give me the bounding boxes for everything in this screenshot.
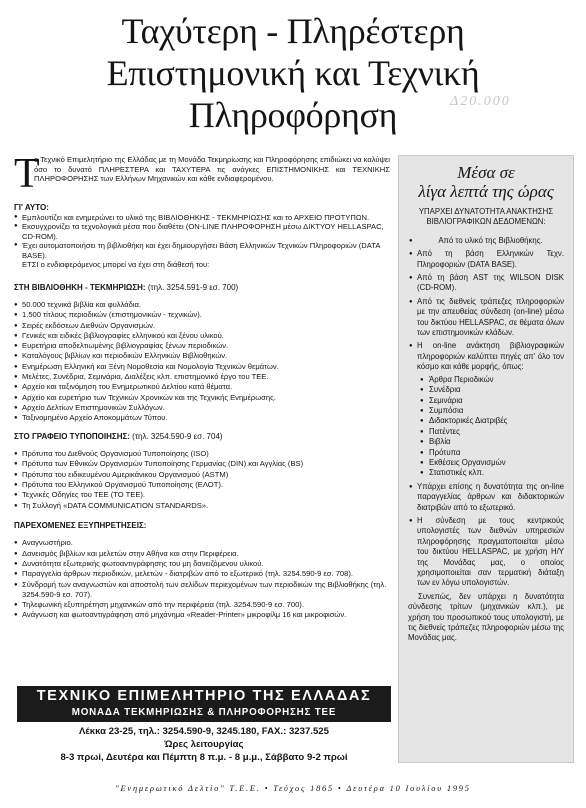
contact-block (17, 725, 391, 764)
drop-cap: Τ (14, 151, 40, 197)
why-closing: ΕΤΣΙ ο ενδιαφερόμενος μπορεί να έχει στη διάθεσή του: (22, 260, 210, 269)
list-item: ● Ανάγνωση και φωτοαντιγράφηση από μηχάνημα «Reader-Printer» μικροφίλμ 16 και μικροφισών. (14, 610, 390, 620)
page-title (0, 10, 586, 136)
list-item: ● Πρότυπα (420, 448, 564, 458)
list-item: ● Πρότυπα του Ελληνικού Οργανισμού Τυποποίησης (ΕΛΟΤ). (14, 480, 390, 490)
contact-address: Λέκκα 23-25, τηλ.: 3254.590-9, 3245.180, FAX.: 3237.525 (79, 726, 329, 737)
title-line-3: Πληροφόρηση (188, 95, 398, 135)
list-item: ● Βιβλία (420, 437, 564, 447)
page-footer: "Ενημερωτικό Δελτίο" Τ.Ε.Ε. • Τεύχος 1865 • Δευτέρα 10 Ιουλίου 1995 (115, 784, 471, 793)
list-item: ● Πρότυπα του ειδικευμένου Αμερικάνικου Οργανισμού (ASTM) (14, 470, 390, 480)
list-item: ● Πατέντες (420, 427, 564, 437)
sidebar-box (398, 155, 574, 763)
sidebar-paragraph: Συνεπώς, δεν υπάρχει η δυνατότητα σύνδεσης τρίτων (μηχανικών κλπ.), με χρήση του προσωπικού τους υπολογιστή, με τις διεθνείς τράπεζες πληροφοριών μέσω της Μονάδας μας. (408, 591, 564, 643)
standards-heading (14, 432, 390, 442)
banner-org-name: ΤΕΧΝΙΚΟ ΕΠΙΜΕΛΗΤΗΡΙΟ ΤΗΣ ΕΛΛΑΔΑΣ (36, 688, 372, 704)
list-item: ● Πρότυπα του Διεθνούς Οργανισμού Τυποποίησης (ISO) (14, 449, 390, 459)
services-section (14, 521, 390, 621)
sidebar-paragraph: ● Η on-line ανάκτηση βιβλιογραφικών πληροφοριών καλύπτει πηγές απ' όλο τον κόσμο και κάθε μορφής, όπως: (408, 341, 564, 372)
list-item: ● Εκθέσεις Οργανισμών (420, 458, 564, 468)
list-item: ● Αρχείο και ευρετήριο των Τεχνικών Χρονικών και της Τεχνικής Ενημέρωσης. (14, 393, 390, 403)
list-item: ● Παραγγελία άρθρων περιοδικών, μελετών - διατριβών από το εξωτερικό (τηλ. 3254.590-9 εσ. 708). (14, 569, 390, 579)
list-item: ● Τηλεφωνική εξυπηρέτηση μηχανικών από την περιφέρεια (τηλ. 3254.590-9 εσ. 700). (14, 600, 390, 610)
list-item: ● Σειρές εκδόσεων Διεθνών Οργανισμών. (14, 321, 390, 331)
list-item: ● Τεχνικές Οδηγίες του ΤΕΕ (ΤΟ ΤΕΕ). (14, 490, 390, 500)
list-item: ● Μελέτες, Συνέδρια, Σεμινάρια, Διαλέξεις κλπ. επιστημονικό έργο του ΤΕΕ. (14, 372, 390, 382)
list-item: ● Εμπλουτίζει και ενημερώνει το υλικό της ΒΙΒΛΙΟΘΗΚΗΣ - ΤΕΚΜΗΡΙΩΣΗΣ και το ΑΡΧΕΙΟ ΠΡΟΤΥΠΩΝ. (14, 213, 390, 223)
intro-text: ο Τεχνικό Επιμελητήριο της Ελλάδας με τη Μονάδα Τεκμηρίωσης και Πληροφόρησης επιδιώκει να καλύψει όσο το δυνατό ΠΛΗΡΕΣΤΕΡΑ και ΤΑΧΥΤΕΡΑ τις ανάγκες ΕΠΙΣΤΗΜΟΝΙΚΗΣ και ΤΕΧΝΙΚΗΣ ΠΛΗΡΟΦΟΡΗΣΗΣ των Ελλήνων Μηχανικών και κάθε ενδιαφερομένου. (34, 155, 390, 183)
list-item: ● Δυνατότητα εξωτερικής φωτοαντιγράφησης του μη δανειζόμενου υλικού. (14, 559, 390, 569)
sidebar-paragraph: ● Η σύνδεση με τους κεντρικούς υπολογιστές των διεθνών υπηρεσιών πληροφόρησης πραγματοποιείται μέσω του δικτύου HELLASPAC, με χρήση Η/Υ της Μονάδας μας, ο οποίος χρησιμοποιείται σαν τερματική διάταξη των εν λόγω υπολογιστών. (408, 516, 564, 589)
list-item: ● Αρχείο Δελτίων Επιστημονικών Συλλόγων. (14, 403, 390, 413)
main-column (14, 151, 390, 621)
sidebar-title-line-1: Μέσα σε (457, 163, 515, 182)
list-item: ● Συμπόσια (420, 406, 564, 416)
list-item: ● Σύνδρομή των αναγνωστών και αποστολή των σελίδων περιεχομένων των περιοδικών της Βιβλιοθήκης (τηλ. 3254.590-9 εσ. 707). (14, 580, 390, 601)
list-item: ● Διδακτορικές Διατριβές (420, 416, 564, 426)
sidebar-title (408, 163, 564, 201)
library-heading-text: ΣΤΗ ΒΙΒΛΙΟΘΗΚΗ - ΤΕΚΜΗΡΙΩΣΗ: (14, 282, 146, 292)
sidebar-paragraph: ● Από τις διεθνείς τράπεζες πληροφοριών με την απευθείας σύνδεση (on-line) μέσω του δικτύου HELLASPAC, σε θέματα όλων των επιστημονικών κλάδων. (408, 297, 564, 339)
standards-heading-text: ΣΤΟ ΓΡΑΦΕΙΟ ΤΥΠΟΠΟΙΗΣΗΣ: (14, 431, 130, 441)
title-line-2: Επιστημονική και Τεχνική (106, 53, 480, 93)
sidebar-forms-list (420, 375, 564, 479)
list-item: ● Ταξινομημένο Αρχείο Αποκομμάτων Τύπου. (14, 413, 390, 423)
list-item: ● Τη Συλλογή «DATA COMMUNICATION STANDARDS». (14, 501, 390, 511)
sidebar-paragraph: ● Από το υλικό της Βιβλιοθήκης. (408, 236, 564, 246)
contact-hours-label: Ώρες λειτουργίας (164, 739, 244, 750)
services-list (14, 538, 390, 620)
sidebar-subtitle: ΥΠΑΡΧΕΙ ΔΥΝΑΤΟΤΗΤΑ ΑΝΑΚΤΗΣΗΣ ΒΙΒΛΙΟΓΡΑΦΙΚΩΝ ΔΕΔΟΜΕΝΩΝ: (418, 207, 554, 227)
why-heading: ΓΙ' ΑΥΤΟ: (14, 203, 49, 212)
list-item: ● Συνέδρια (420, 385, 564, 395)
organization-banner (17, 686, 391, 722)
sidebar-title-line-2: λίγα λεπτά της ώρας (418, 182, 554, 201)
sidebar-paragraph: ● Υπάρχει επίσης η δυνατότητα της on-line παραγγελίας άρθρων και διδακτορικών διατριβών από το εξωτερικό. (408, 482, 564, 513)
list-item: ● Στατιστικές κλπ. (420, 468, 564, 478)
list-item: ● Δανεισμός βιβλίων και μελετών στην Αθήνα και στην Περιφέρεια. (14, 549, 390, 559)
list-item: ● Γενικές και ειδικές βιβλιογραφίες ελληνικού και ξένου υλικού. (14, 331, 390, 341)
library-phone: (τηλ. 3254.591-9 εσ. 700) (147, 282, 239, 292)
standards-list (14, 449, 390, 511)
list-item: ● 1.500 τίτλους περιοδικών (επιστημονικών - τεχνικών). (14, 310, 390, 320)
list-item: ● Πρότυπα των Εθνικών Οργανισμών Τυποποίησης Γερμανίας (DIN) και Αγγλίας (BS) (14, 459, 390, 469)
list-item: ● Άρθρα Περιοδικών (420, 375, 564, 385)
list-item: ● Ενημέρωση Ελληνική και Ξένη Νομοθεσία και Νομολογία Τεχνικών θεμάτων. (14, 362, 390, 372)
library-section (14, 283, 390, 424)
intro-paragraph (14, 151, 390, 199)
list-item: ● Αρχείο και ταξινόμηση του Ενημερωτικού Δελτίου κατά θέματα. (14, 382, 390, 392)
contact-hours: 8-3 πρωί, Δευτέρα και Πέμπτη 8 π.μ. - 8 μ.μ., Σάββατο 9-2 πρωί (60, 752, 348, 763)
list-item: ● Εκσυγχρονίζει τα τεχνολογικά μέσα που διαθέτει (ON-LINE ΠΛΗΡΟΦΟΡΗΣΗ μέσω ΔΙΚΤΥΟΥ HELLASPAC, CD-ROM). (14, 222, 390, 241)
library-list (14, 300, 390, 424)
standards-section (14, 432, 390, 511)
list-item: ● 50.000 τεχνικά βιβλία και φυλλάδια. (14, 300, 390, 310)
sidebar-paragraph: ● Από τη βάση AST της WILSON DISK (CD-ROM). (408, 273, 564, 294)
list-item: ● Καταλόγους βιβλίων και περιοδικών Ελληνικών Βιβλιοθηκών. (14, 351, 390, 361)
faded-stamp: Δ20.000 (450, 94, 511, 109)
banner-unit-name: ΜΟΝΑΔΑ ΤΕΚΜΗΡΙΩΣΗΣ & ΠΛΗΡΟΦΟΡΗΣΗΣ ΤΕΕ (71, 707, 337, 718)
sidebar-paragraph: ● Από τη βάση Ελληνικών Τεχν. Πληροφοριών (DATA BASE). (408, 249, 564, 270)
list-item: ● Αναγνωστήριο. (14, 538, 390, 548)
list-item: ● Έχει αυτοματοποιήσει τη βιβλιοθήκη και έχει δημιουργήσει Βάση Ελληνικών Τεχνικών Πληροφοριών (DATA BASE). (14, 241, 390, 260)
services-heading: ΠΑΡΕΧΟΜΕΝΕΣ ΕΞΥΠΗΡΕΤΗΣΕΙΣ: (14, 520, 147, 530)
list-item: ● Σεμινάρια (420, 396, 564, 406)
standards-phone: (τηλ. 3254.590-9 εσ. 704) (132, 431, 223, 441)
title-line-1: Ταχύτερη - Πληρέστερη (121, 11, 465, 51)
list-item: ● Ευρετήρια αποδελτιωμένης βιβλιογραφίας ξένων περιοδικών. (14, 341, 390, 351)
why-section (14, 203, 390, 270)
library-heading (14, 283, 390, 293)
why-list (14, 213, 390, 261)
